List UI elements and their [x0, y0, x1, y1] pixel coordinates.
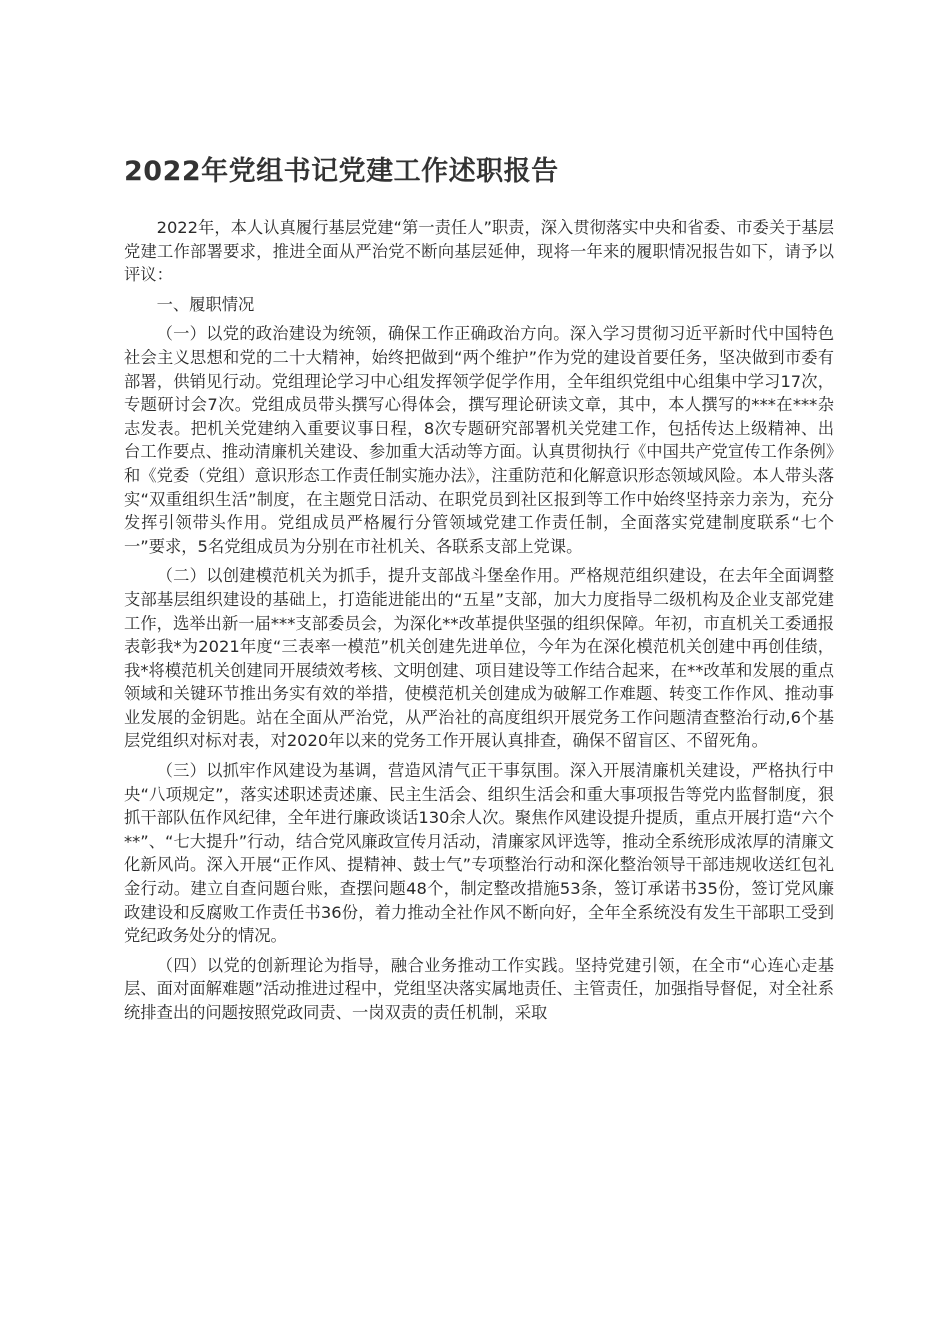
body-paragraph: （一）以党的政治建设为统领，确保工作正确政治方向。深入学习贯彻习近平新时代中国特色社会主义思想和党的二十大精神，始终把做到“两个维护”作为党的建设首要任务，坚决做到市委有部署，供销见行动。党组理论学习中心组发挥领学促学作用，全年组织党组中心组集中学习17次，专题研讨会7次。党组成员带头撰写心得体会，撰写理论研读文章，其中，本人撰写的***在***杂志发表。把机关党建纳入重要议事日程，8次专题研究部署机关党建工作，包括传达上级精神、出台工作要点、推动清廉机关建设、参加重大活动等方面。认真贯彻执行《中国共产党宣传工作条例》和《党委（党组）意识形态工作责任制实施办法》，注重防范和化解意识形态领域风险。本人带头落实“双重组织生活”制度，在主题党日活动、在职党员到社区报到等工作中始终坚持亲力亲为，充分发挥引领带头作用。党组成员严格履行分管领域党建工作责任制，全面落实党建制度联系“七个一”要求，5名党组成员为分别在市社机关、各联系支部上党课。 [124, 324, 834, 556]
body-paragraph: （二）以创建模范机关为抓手，提升支部战斗堡垒作用。严格规范组织建设，在去年全面调整支部基层组织建设的基础上，打造能进能出的“五星”支部，加大力度指导二级机构及企业支部党建工作，选举出新一届***支部委员会，为深化**改革提供坚强的组织保障。年初，市直机关工委通报表彰我*为2021年度“三表率一模范”机关创建先进单位，今年为在深化模范机关创建中再创佳绩，我*将模范机关创建同开展绩效考核、文明创建、项目建设等工作结合起来，在**改革和发展的重点领域和关键环节推出务实有效的举措，使模范机关创建成为破解工作难题、转变工作作风、推动事业发展的金钥匙。站在全面从严治党，从严治社的高度组织开展党务工作问题清查整治行动,6个基层党组织对标对表，对2020年以来的党务工作开展认真排查，确保不留盲区、不留死角。 [124, 566, 834, 751]
section-heading: 一、履职情况 [156, 294, 255, 314]
body-paragraph: （三）以抓牢作风建设为基调，营造风清气正干事氛围。深入开展清廉机关建设，严格执行中央“八项规定”，落实述职述责述廉、民主生活会、组织生活会和重大事项报告等党内监督制度，狠抓干部队伍作风纪律，全年进行廉政谈话130余人次。聚焦作风建设提升提质，重点开展打造“六个**”、“七大提升”行动，结合党风廉政宣传月活动，清廉家风评选等，推动全系统形成浓厚的清廉文化新风尚。深入开展“正作风、提精神、鼓士气”专项整治行动和深化整治领导干部违规收送红包礼金行动。建立自查问题台账，查摆问题48个，制定整改措施53条，签订承诺书35份，签订党风廉政建设和反腐败工作责任书36份，着力推动全社作风不断向好，全年全系统没有发生干部职工受到党纪政务处分的情况。 [124, 761, 834, 946]
document-page [124, 150, 834, 1031]
document-title: 2022年党组书记党建工作述职报告 [124, 156, 559, 187]
body-paragraph: （四）以党的创新理论为指导，融合业务推动工作实践。坚持党建引领，在全市“心连心走基层、面对面解难题”活动推进过程中，党组坚决落实属地责任、主管责任，加强指导督促，对全社系统排查出的问题按照党政同责、一岗双责的责任机制，采取 [124, 955, 834, 1022]
intro-paragraph: 2022年，本人认真履行基层党建“第一责任人”职责，深入贯彻落实中央和省委、市委关于基层党建工作部署要求，推进全面从严治党不断向基层延伸，现将一年来的履职情况报告如下，请予以评议： [124, 218, 834, 285]
